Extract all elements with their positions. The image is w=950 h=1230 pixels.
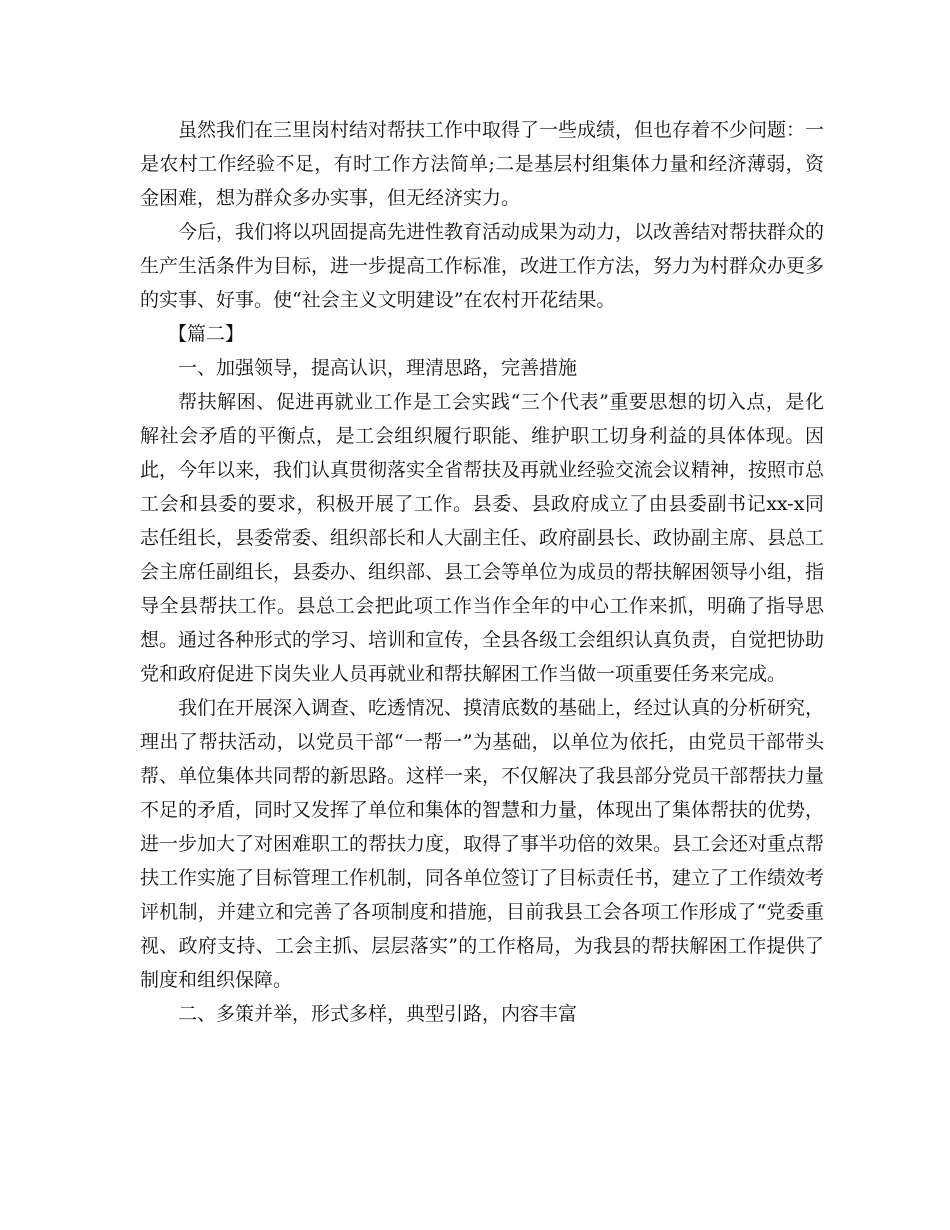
subheading-multiple-measures: 二、多策并举，形式多样，典型引路，内容丰富 — [178, 1003, 578, 1025]
paragraph-leadership-body: 帮扶解困、促进再就业工作是工会实践“三个代表”重要思想的切入点，是化解社会矛盾的平衡点，是工会组织履行职能、维护职工切身利益的具体体现。因此，今年以来，我们认真贯彻落实全省帮扶及再就业经验交流会议精神，按照市总工会和县委的要求，积极开展了工作。县委、县政府成立了由县委副书记xx-x同志任组长，县委常委、组织部长和人大副主任、政府副县长、政协副主席、县总工会主席任副组长，县委办、组织部、县工会等单位为成员的帮扶解困领导小组，指导全县帮扶工作。县总工会把此项工作当作全年的中心工作来抓，明确了指导思想。通过各种形式的学习、培训和宣传，全县各级工会组织认真负责，自觉把协助党和政府促进下岗失业人员再就业和帮扶解困工作当做一项重要任务来完成。 — [140, 391, 825, 685]
document-body — [140, 113, 824, 1031]
subheading-leadership: 一、加强领导，提高认识，理清思路，完善措施 — [178, 357, 578, 379]
paragraph-new-approach: 我们在开展深入调查、吃透情况、摸清底数的基础上，经过认真的分析研究，理出了帮扶活动，以党员干部“一帮一”为基础，以单位为依托，由党员干部带头帮、单位集体共同帮的新思路。这样一来，不仅解决了我县部分党员干部帮扶力量不足的矛盾，同时又发挥了单位和集体的智慧和力量，体现出了集体帮扶的优势，进一步加大了对困难职工的帮扶力度，取得了事半功倍的效果。县工会还对重点帮扶工作实施了目标管理工作机制，同各单位签订了目标责任书，建立了工作绩效考评机制，并建立和完善了各项制度和措施，目前我县工会各项工作形成了“党委重视、政府支持、工会主抓、层层落实”的工作格局，为我县的帮扶解困工作提供了制度和组织保障。 — [140, 697, 825, 991]
paragraph-future-plans: 今后，我们将以巩固提高先进性教育活动成果为动力，以改善结对帮扶群众的生产生活条件为目标，进一步提高工作标准，改进工作方法，努力为村群众办更多的实事、好事。使“社会主义文明建设”在农村开花结果。 — [140, 221, 825, 311]
paragraph-problems: 虽然我们在三里岗村结对帮扶工作中取得了一些成绩，但也存着不少问题：一是农村工作经验不足，有时工作方法简单;二是基层村组集体力量和经济薄弱，资金困难，想为群众多办实事，但无经济实力。 — [140, 119, 825, 209]
section-heading-part-two: 【篇二】 — [168, 323, 245, 345]
